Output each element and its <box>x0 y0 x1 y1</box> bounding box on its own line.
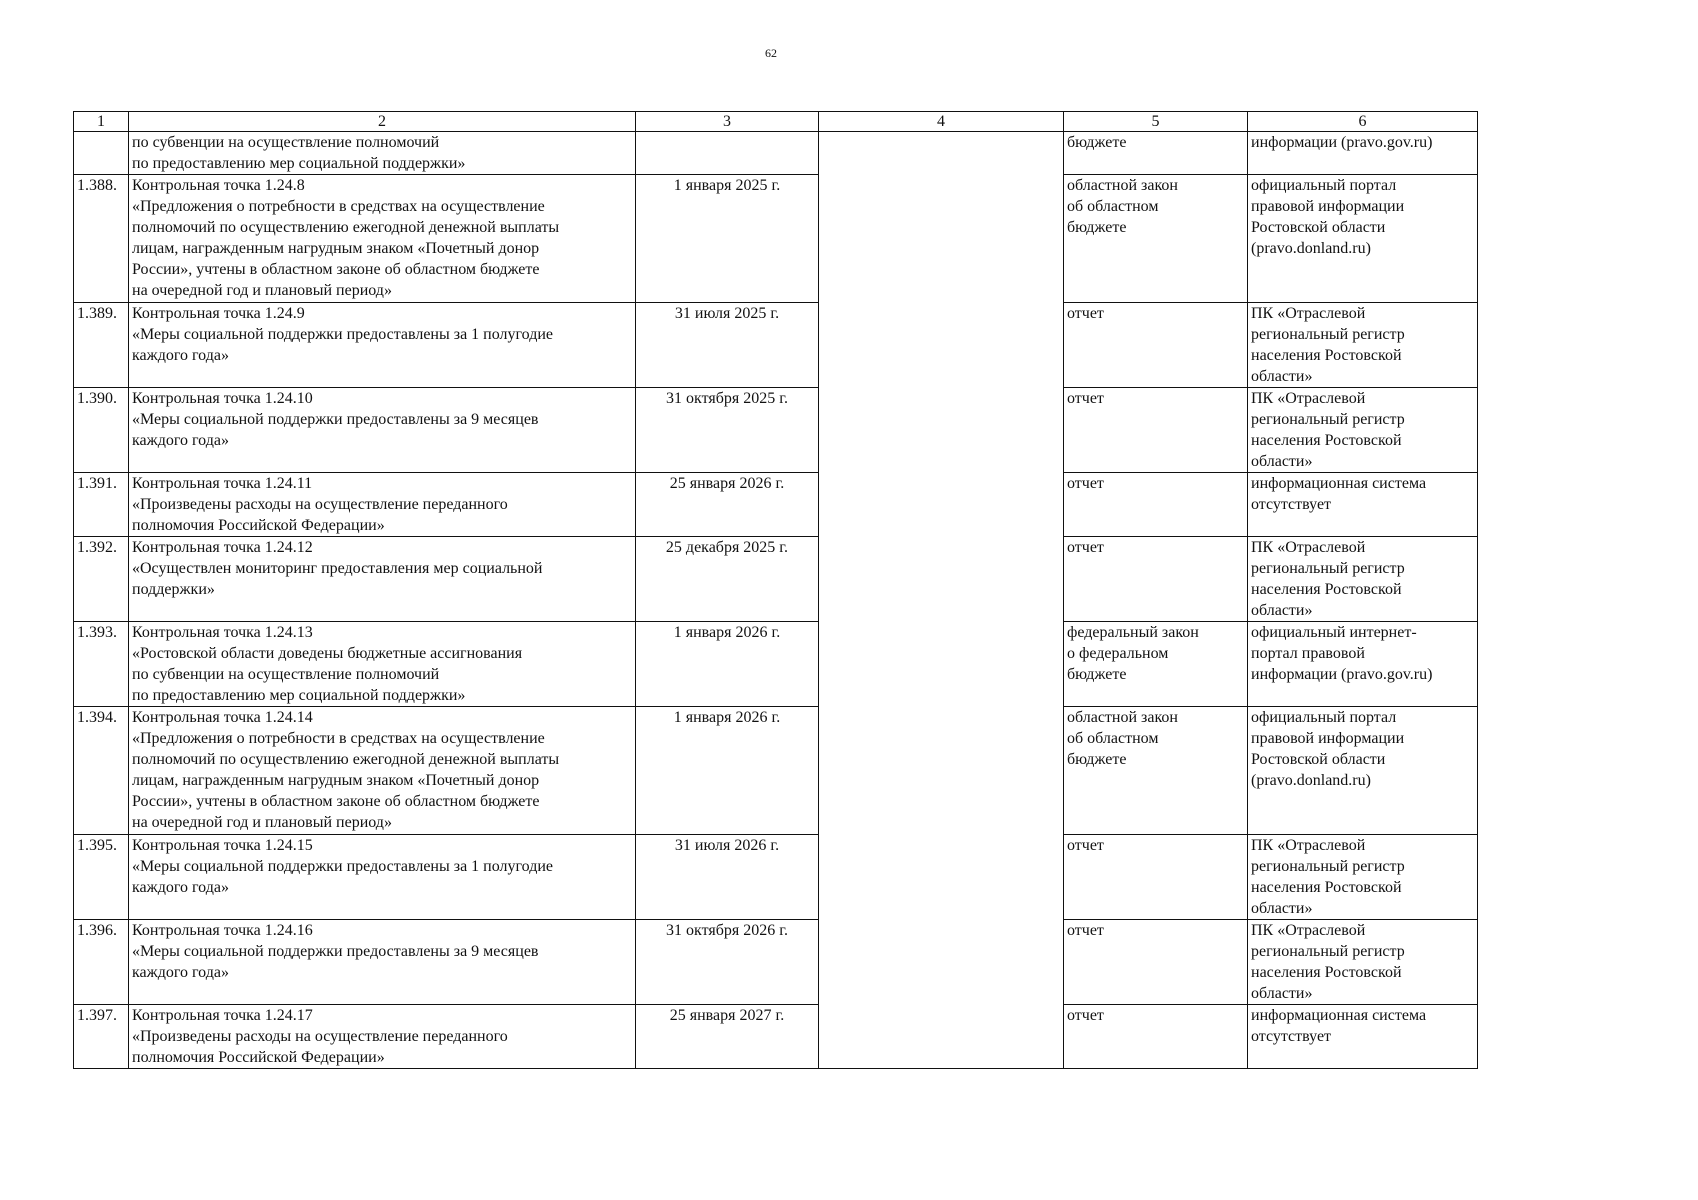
description-line: по субвенции на осуществление полномочий <box>132 134 440 151</box>
control-point-date: 25 января 2027 г. <box>636 1005 819 1069</box>
table-row <box>74 622 1478 707</box>
description-line: Контрольная точка 1.24.12 <box>132 539 313 556</box>
description-line: полномочий по осуществлению ежегодной денежной выплаты <box>132 219 560 236</box>
confirming-document <box>1064 707 1248 835</box>
information-system-line: региональный регистр <box>1251 326 1405 343</box>
column-number-5: 5 <box>1064 112 1248 132</box>
description-line: «Меры социальной поддержки предоставлены за 1 полугодие <box>132 858 554 875</box>
control-point-description <box>129 303 636 388</box>
confirming-document <box>1064 132 1248 175</box>
control-point-date: 31 октября 2026 г. <box>636 920 819 1005</box>
control-point-date: 31 июля 2025 г. <box>636 303 819 388</box>
information-system <box>1248 622 1478 707</box>
information-system-line: отсутствует <box>1251 496 1332 513</box>
description-line: Контрольная точка 1.24.8 <box>132 177 305 194</box>
column-number-1: 1 <box>74 112 129 132</box>
information-system-line: отсутствует <box>1251 1028 1332 1045</box>
column-number-row <box>74 112 1478 132</box>
information-system-line: населения Ростовской <box>1251 432 1402 449</box>
table-row <box>74 303 1478 388</box>
information-system-line: области» <box>1251 602 1313 619</box>
document-line: областной закон <box>1067 709 1178 726</box>
information-system-line: региональный регистр <box>1251 560 1405 577</box>
description-line: «Меры социальной поддержки предоставлены за 9 месяцев <box>132 943 539 960</box>
information-system-line: региональный регистр <box>1251 411 1405 428</box>
information-system-line: портал правовой <box>1251 645 1365 662</box>
information-system-line: населения Ростовской <box>1251 347 1402 364</box>
control-point-description <box>129 473 636 537</box>
description-line: по предоставлению мер социальной поддержки» <box>132 155 466 172</box>
description-line: «Произведены расходы на осуществление переданного <box>132 496 508 513</box>
table-row <box>74 920 1478 1005</box>
description-line: «Осуществлен мониторинг предоставления мер социальной <box>132 560 543 577</box>
description-line: поддержки» <box>132 581 215 598</box>
confirming-document <box>1064 920 1248 1005</box>
confirming-document <box>1064 175 1248 303</box>
document-line: об областном <box>1067 198 1159 215</box>
information-system-line: населения Ростовской <box>1251 581 1402 598</box>
information-system-line: информации (pravo.gov.ru) <box>1251 134 1433 151</box>
information-system-line: ПК «Отраслевой <box>1251 922 1366 939</box>
row-number: 1.397. <box>74 1005 129 1069</box>
row-number: 1.392. <box>74 537 129 622</box>
control-point-date: 31 октября 2025 г. <box>636 388 819 473</box>
document-line: бюджете <box>1067 666 1127 683</box>
confirming-document <box>1064 473 1248 537</box>
responsible-executor-cell <box>819 132 1064 1069</box>
row-number: 1.394. <box>74 707 129 835</box>
description-line: России», учтены в областном законе об областном бюджете <box>132 261 540 278</box>
information-system <box>1248 1005 1478 1069</box>
description-line: Контрольная точка 1.24.17 <box>132 1007 313 1024</box>
control-point-description <box>129 920 636 1005</box>
description-line: Контрольная точка 1.24.9 <box>132 305 305 322</box>
information-system <box>1248 707 1478 835</box>
information-system <box>1248 388 1478 473</box>
description-line: Контрольная точка 1.24.13 <box>132 624 313 641</box>
control-point-date: 1 января 2026 г. <box>636 707 819 835</box>
description-line: «Предложения о потребности в средствах на осуществление <box>132 730 545 747</box>
description-line: Контрольная точка 1.24.16 <box>132 922 313 939</box>
table-row <box>74 707 1478 835</box>
information-system-line: информационная система <box>1251 475 1427 492</box>
information-system-line: информации (pravo.gov.ru) <box>1251 666 1433 683</box>
column-number-6: 6 <box>1248 112 1478 132</box>
information-system-line: ПК «Отраслевой <box>1251 390 1366 407</box>
description-line: на очередной год и плановый период» <box>132 282 392 299</box>
information-system-line: официальный портал <box>1251 709 1397 726</box>
page-number: 62 <box>765 46 777 60</box>
description-line: каждого года» <box>132 879 229 896</box>
row-number: 1.393. <box>74 622 129 707</box>
table-row <box>74 175 1478 303</box>
control-point-description <box>129 835 636 920</box>
row-number: 1.389. <box>74 303 129 388</box>
document-line: отчет <box>1067 390 1104 407</box>
information-system-line: ПК «Отраслевой <box>1251 539 1366 556</box>
information-system-line: правовой информации <box>1251 730 1405 747</box>
column-number-3: 3 <box>636 112 819 132</box>
confirming-document <box>1064 388 1248 473</box>
document-line: федеральный закон <box>1067 624 1199 641</box>
confirming-document <box>1064 1005 1248 1069</box>
description-line: полномочия Российской Федерации» <box>132 1049 385 1066</box>
information-system-line: области» <box>1251 985 1313 1002</box>
description-line: полномочий по осуществлению ежегодной денежной выплаты <box>132 751 560 768</box>
information-system-line: информационная система <box>1251 1007 1427 1024</box>
document-line: отчет <box>1067 475 1104 492</box>
information-system <box>1248 920 1478 1005</box>
information-system-line: ПК «Отраслевой <box>1251 305 1366 322</box>
table-row <box>74 132 1478 175</box>
confirming-document <box>1064 537 1248 622</box>
information-system <box>1248 537 1478 622</box>
table-row <box>74 835 1478 920</box>
table-row <box>74 1005 1478 1069</box>
document-line: отчет <box>1067 922 1104 939</box>
description-line: каждого года» <box>132 964 229 981</box>
information-system <box>1248 175 1478 303</box>
document-line: бюджете <box>1067 751 1127 768</box>
description-line: лицам, награжденным нагрудным знаком «Почетный донор <box>132 772 540 789</box>
information-system-line: Ростовской области <box>1251 751 1386 768</box>
information-system-line: Ростовской области <box>1251 219 1386 236</box>
control-point-description <box>129 388 636 473</box>
document-line: об областном <box>1067 730 1159 747</box>
information-system <box>1248 132 1478 175</box>
control-point-date: 1 января 2025 г. <box>636 175 819 303</box>
control-point-description <box>129 1005 636 1069</box>
information-system-line: официальный портал <box>1251 177 1397 194</box>
description-line: на очередной год и плановый период» <box>132 814 392 831</box>
document-line: отчет <box>1067 539 1104 556</box>
confirming-document <box>1064 835 1248 920</box>
description-line: «Предложения о потребности в средствах на осуществление <box>132 198 545 215</box>
description-line: каждого года» <box>132 347 229 364</box>
document-line: о федеральном <box>1067 645 1169 662</box>
description-line: «Произведены расходы на осуществление переданного <box>132 1028 508 1045</box>
column-number-2: 2 <box>129 112 636 132</box>
row-number <box>74 132 129 175</box>
information-system <box>1248 835 1478 920</box>
description-line: каждого года» <box>132 432 229 449</box>
information-system-line: правовой информации <box>1251 198 1405 215</box>
control-point-description <box>129 707 636 835</box>
control-point-date <box>636 132 819 175</box>
document-line: бюджете <box>1067 219 1127 236</box>
information-system-line: (pravo.donland.ru) <box>1251 240 1371 257</box>
information-system <box>1248 303 1478 388</box>
information-system-line: области» <box>1251 900 1313 917</box>
description-line: Контрольная точка 1.24.10 <box>132 390 313 407</box>
information-system-line: населения Ростовской <box>1251 964 1402 981</box>
description-line: по предоставлению мер социальной поддержки» <box>132 687 466 704</box>
document-line: отчет <box>1067 305 1104 322</box>
table-body <box>74 132 1478 1069</box>
information-system <box>1248 473 1478 537</box>
control-points-table <box>73 111 1478 1069</box>
row-number: 1.388. <box>74 175 129 303</box>
column-number-4: 4 <box>819 112 1064 132</box>
table-row <box>74 537 1478 622</box>
document-line: бюджете <box>1067 134 1127 151</box>
description-line: Контрольная точка 1.24.11 <box>132 475 313 492</box>
information-system-line: области» <box>1251 368 1313 385</box>
information-system-line: региональный регистр <box>1251 858 1405 875</box>
description-line: лицам, награжденным нагрудным знаком «Почетный донор <box>132 240 540 257</box>
row-number: 1.395. <box>74 835 129 920</box>
information-system-line: региональный регистр <box>1251 943 1405 960</box>
description-line: Контрольная точка 1.24.15 <box>132 837 313 854</box>
description-line: «Меры социальной поддержки предоставлены за 1 полугодие <box>132 326 554 343</box>
description-line: «Ростовской области доведены бюджетные ассигнования <box>132 645 523 662</box>
control-point-date: 25 января 2026 г. <box>636 473 819 537</box>
document-line: отчет <box>1067 837 1104 854</box>
control-point-date: 25 декабря 2025 г. <box>636 537 819 622</box>
description-line: Контрольная точка 1.24.14 <box>132 709 313 726</box>
row-number: 1.391. <box>74 473 129 537</box>
information-system-line: ПК «Отраслевой <box>1251 837 1366 854</box>
control-point-description <box>129 622 636 707</box>
table-row <box>74 473 1478 537</box>
description-line: полномочия Российской Федерации» <box>132 517 385 534</box>
control-point-description <box>129 132 636 175</box>
document-line: областной закон <box>1067 177 1178 194</box>
table-row <box>74 388 1478 473</box>
information-system-line: области» <box>1251 453 1313 470</box>
row-number: 1.390. <box>74 388 129 473</box>
information-system-line: населения Ростовской <box>1251 879 1402 896</box>
description-line: по субвенции на осуществление полномочий <box>132 666 440 683</box>
document-line: отчет <box>1067 1007 1104 1024</box>
control-point-date: 31 июля 2026 г. <box>636 835 819 920</box>
control-point-description <box>129 175 636 303</box>
control-point-date: 1 января 2026 г. <box>636 622 819 707</box>
confirming-document <box>1064 622 1248 707</box>
description-line: России», учтены в областном законе об областном бюджете <box>132 793 540 810</box>
control-point-description <box>129 537 636 622</box>
description-line: «Меры социальной поддержки предоставлены за 9 месяцев <box>132 411 539 428</box>
row-number: 1.396. <box>74 920 129 1005</box>
information-system-line: официальный интернет- <box>1251 624 1417 641</box>
information-system-line: (pravo.donland.ru) <box>1251 772 1371 789</box>
confirming-document <box>1064 303 1248 388</box>
